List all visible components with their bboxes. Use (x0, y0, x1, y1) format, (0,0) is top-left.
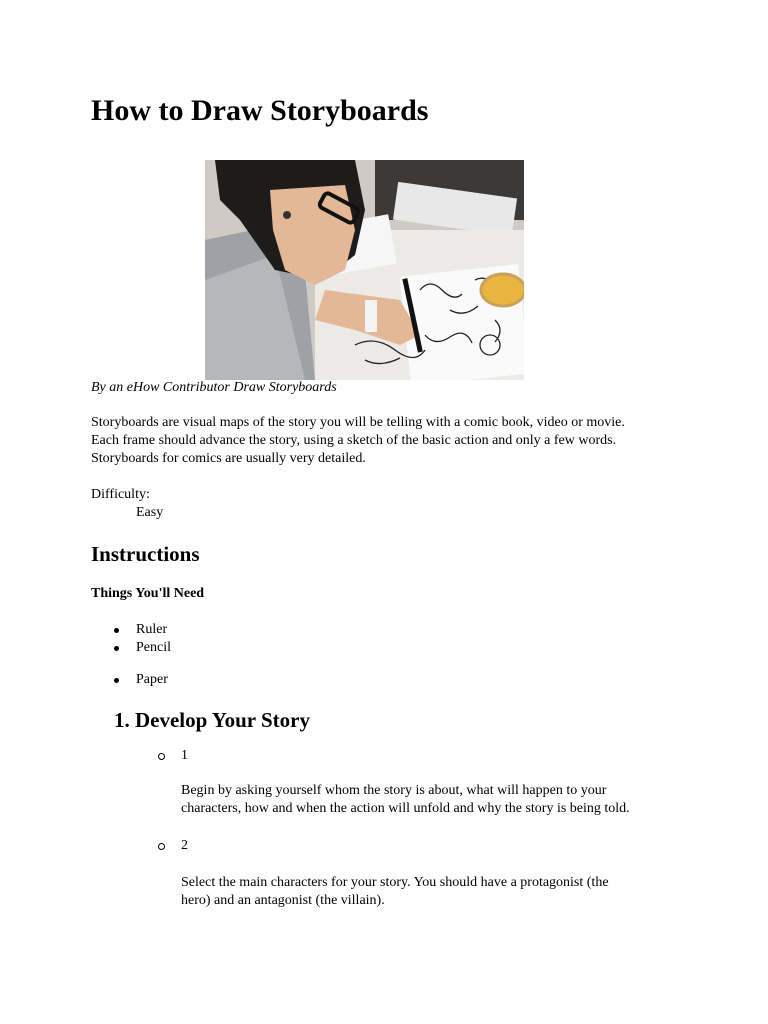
substep-number: 2 (181, 838, 188, 853)
bullet-icon (114, 628, 119, 633)
list-item-label: Ruler (136, 622, 168, 637)
substep-text (181, 782, 701, 818)
intro-line: Each frame should advance the story, using a sketch of the basic action and only a few words. (91, 433, 617, 448)
bullet-icon (114, 646, 119, 651)
intro-line: Storyboards for comics are usually very detailed. (91, 451, 366, 466)
difficulty-label: Difficulty: (91, 487, 150, 502)
circle-bullet-icon (158, 843, 165, 850)
intro-paragraph (91, 414, 691, 468)
substep-number: 1 (181, 748, 188, 763)
bullet-icon (114, 678, 119, 683)
substep-text (181, 874, 701, 910)
difficulty-value: Easy (136, 505, 164, 520)
substep-line: Select the main characters for your story. You should have a protagonist (the (181, 875, 609, 890)
intro-line: Storyboards are visual maps of the story you will be telling with a comic book, video or movie. (91, 415, 625, 430)
substep-line: hero) and an antagonist (the villain). (181, 893, 385, 908)
substep-line: Begin by asking yourself whom the story is about, what will happen to your (181, 783, 607, 798)
list-item-label: Paper (136, 672, 168, 687)
list-item-label: Pencil (136, 640, 171, 655)
article-photo (205, 160, 524, 380)
page-title: How to Draw Storyboards (91, 94, 429, 127)
circle-bullet-icon (158, 753, 165, 760)
instructions-heading: Instructions (91, 542, 200, 566)
substep-line: characters, how and when the action will unfold and why the story is being told. (181, 801, 630, 816)
article-byline: By an eHow Contributor Draw Storyboards (91, 380, 337, 395)
step-heading: 1. Develop Your Story (114, 708, 310, 732)
things-needed-label: Things You'll Need (91, 586, 205, 601)
